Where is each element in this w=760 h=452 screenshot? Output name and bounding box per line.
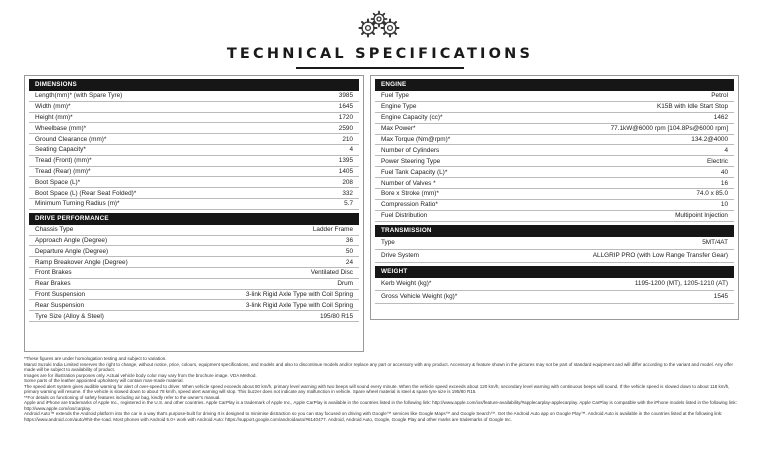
row-value: K15B with Idle Start Stop: [656, 103, 728, 111]
row-value: 2590: [338, 124, 353, 132]
drive-performance-table: [29, 225, 359, 322]
row-value: 36: [345, 236, 353, 244]
row-value: 5.7: [344, 200, 353, 208]
table-row: [29, 134, 359, 145]
row-label: Rear Brakes: [35, 280, 71, 288]
row-label: Front Brakes: [35, 269, 72, 277]
row-value: Electric: [707, 157, 728, 165]
title-underline: [296, 67, 464, 69]
row-value: Ventilated Disc: [310, 269, 353, 277]
row-label: Engine Type: [381, 103, 417, 111]
footnote: **For details on functioning of safety features including air bag, kindly refer to the owner's manual.: [24, 394, 221, 400]
row-label: Ground Clearance (mm)*: [35, 135, 107, 143]
row-value: 1405: [338, 167, 353, 175]
footnote: *These figures are under homologation testing and subject to variation.: [24, 356, 167, 361]
table-row: [29, 188, 359, 199]
table-row: [375, 250, 734, 263]
row-value: 74.0 x 85.0: [696, 190, 728, 198]
table-row: [29, 91, 359, 102]
table-row: [375, 237, 734, 250]
table-row: [375, 135, 734, 146]
row-value: 3985: [338, 92, 353, 100]
table-row: [375, 124, 734, 135]
table-row: [29, 102, 359, 113]
table-row: [375, 91, 734, 102]
table-row: [375, 189, 734, 200]
row-label: Front Suspension: [35, 290, 86, 298]
row-value: 5MT/4AT: [702, 239, 728, 247]
row-label: Ramp Breakover Angle (Degree): [35, 258, 128, 266]
row-value: Petrol: [711, 92, 728, 100]
row-label: Fuel Tank Capacity (L)*: [381, 168, 448, 176]
row-value: 195/80 R15: [319, 312, 353, 320]
table-row: [29, 113, 359, 124]
row-label: Fuel Type: [381, 92, 409, 100]
row-label: Boot Space (L) (Rear Seat Folded)*: [35, 189, 137, 197]
row-label: Rear Suspension: [35, 301, 85, 309]
row-value: 3-link Rigid Axle Type with Coil Spring: [245, 301, 353, 309]
row-value: Ladder Frame: [312, 226, 353, 234]
row-label: Kerb Weight (kg)*: [381, 280, 432, 288]
row-value: 1720: [338, 113, 353, 121]
table-row: [29, 311, 359, 322]
table-row: [375, 178, 734, 189]
row-value: 1645: [338, 103, 353, 111]
row-label: Bore x Stroke (mm)*: [381, 190, 439, 198]
footnote: Apple and iPhone are trademarks of Apple Inc., registered in the U.S. and other countries. Apple CarPlay is a trademark of Apple Inc., Apple CarPlay is available in the countries listed in the following link: http://www.apple.com/ios/feature-availability/#applecarplay-applecarplay. Apple CarPlay is compatible with the iPhone models listed in the following link: http://www.apple.com/ios/carplay.: [24, 400, 737, 411]
table-row: [29, 177, 359, 188]
row-label: Compression Ratio*: [381, 201, 438, 209]
row-value: ALLGRIP PRO (with Low Range Transfer Gear): [592, 252, 728, 260]
footnote: Some parts of the leather appointed upholstery will contain man-made material.: [24, 378, 184, 384]
row-label: Height (mm)*: [35, 113, 73, 121]
table-row: [375, 145, 734, 156]
row-value: 16: [720, 179, 728, 187]
table-row: [375, 211, 734, 222]
table-row: [29, 156, 359, 167]
table-row: [29, 300, 359, 311]
table-row: [375, 278, 734, 291]
row-label: Drive System: [381, 252, 419, 260]
row-label: Tread (Rear) (mm)*: [35, 167, 91, 175]
table-row: [375, 291, 734, 304]
row-label: Chassis Type: [35, 226, 74, 234]
table-row: [375, 156, 734, 167]
row-label: Tyre Size (Alloy & Steel): [35, 312, 104, 320]
footnote: The speed alert system gives audible warning for alert of over-speed to driver. When vehicle speed exceeds about 80 km/h, primary level warning with two beeps will sound every minute. When the vehicle speed exceeds about 120 km/h, secondary level warning with continuous beeps will sound. If the vehicle speed is slowed down to about 118 km/h, primary warning will resume. If the vehicle is slowed down to about 78 km/h, speed alert warning will stop. This buzzer does not indicate any malfunction in vehicle. Spare wheel material is steel & spare tyre size is 195/80 R15.: [24, 383, 730, 395]
dimensions-table: [29, 91, 359, 210]
row-value: 4: [724, 146, 728, 154]
row-label: Departure Angle (Degree): [35, 247, 109, 255]
footnotes: [24, 356, 740, 423]
footnote: Maruti Suzuki India Limited reserves the right to change, without notice, price, colours, equipment specifications, and models and also to discontinue models and/or replace any part or accessory with any product. Accessory & feature shown in the pictures may not be part of standard equipment and will differ according to the variant and model. Any offer made will be subject to availability of product.: [24, 361, 734, 373]
row-label: Approach Angle (Degree): [35, 236, 108, 244]
row-label: Gross Vehicle Weight (kg)*: [381, 293, 458, 301]
row-value: 332: [342, 189, 353, 197]
row-value: 1395: [338, 157, 353, 165]
row-value: 1545: [713, 293, 728, 301]
table-row: [29, 145, 359, 156]
weight-heading: WEIGHT: [375, 266, 734, 278]
row-value: 3-link Rigid Axle Type with Coil Spring: [245, 290, 353, 298]
gear-icon: [372, 12, 387, 27]
row-value: 4: [349, 146, 353, 154]
table-row: [29, 199, 359, 210]
row-value: 50: [345, 247, 353, 255]
gear-icon: [382, 20, 399, 37]
table-row: [375, 102, 734, 113]
dimensions-heading: DIMENSIONS: [29, 79, 359, 91]
row-label: Length(mm)* (with Spare Tyre): [35, 92, 123, 100]
left-spec-panel: [24, 75, 364, 352]
row-label: Max Power*: [381, 125, 416, 133]
row-value: 134.2@4000: [691, 136, 728, 143]
table-row: [375, 200, 734, 211]
table-row: [29, 246, 359, 257]
table-row: [29, 123, 359, 134]
footnote: Android Auto™ extends the Android platform into the car in a way that's purpose-built for driving It is designed to minimise distraction so you can stay focused on driving with Google™ services like Google Maps™ and Google Search™. Get the Android Auto app on Google Play™. Android Auto is available in the countries listed at the following link: https://www.android.com/auto/#hit-the-road. Most phones with Android 5.0+ work with Android Auto: https://support.google.com/androidauto/#6140477. Android, Android Auto, Google, Google Play and other marks are trademarks of Google Inc.: [24, 411, 723, 423]
row-value: Multipoint Injection: [675, 212, 728, 220]
transmission-table: [375, 237, 734, 263]
page-title: TECHNICAL SPECIFICATIONS: [226, 46, 534, 62]
table-row: [29, 167, 359, 178]
table-row: [29, 268, 359, 279]
row-label: Seating Capacity*: [35, 146, 86, 154]
row-label: Fuel Distribution: [381, 212, 428, 220]
row-value: 40: [720, 168, 728, 176]
footnote: Images are for illustration purposes only. Actual vehicle body color may vary from the brochure image. VDA Method.: [24, 372, 257, 378]
row-value: 1195-1200 (MT), 1205-1210 (AT): [634, 280, 728, 288]
row-label: Number of Cylinders: [381, 146, 440, 154]
right-spec-panel: [370, 75, 739, 320]
row-label: Minimum Turning Radius (m)*: [35, 200, 120, 208]
engine-heading: ENGINE: [375, 79, 734, 91]
drive-performance-heading: DRIVE PERFORMANCE: [29, 213, 359, 225]
row-value: 208: [342, 178, 353, 186]
row-label: Width (mm)*: [35, 103, 71, 111]
row-value: Drum: [337, 280, 353, 288]
table-row: [29, 257, 359, 268]
table-row: [29, 279, 359, 290]
table-row: [375, 113, 734, 124]
gear-icon: [360, 20, 377, 37]
row-label: Wheelbase (mm)*: [35, 124, 87, 132]
row-label: Tread (Front) (mm)*: [35, 157, 92, 165]
row-label: Power Steering Type: [381, 157, 441, 165]
row-value: 10: [720, 201, 728, 209]
row-value: 1462: [713, 114, 728, 122]
row-label: Boot Space (L)*: [35, 178, 81, 186]
weight-table: [375, 278, 734, 304]
row-value: 24: [345, 258, 353, 266]
table-row: [29, 290, 359, 301]
engine-table: [375, 91, 734, 222]
row-label: Number of Valves *: [381, 179, 436, 187]
gear-icons: [358, 10, 400, 40]
row-label: Max Torque (Nm@rpm)*: [381, 136, 451, 143]
table-row: [29, 236, 359, 247]
table-row: [375, 167, 734, 178]
table-row: [29, 225, 359, 236]
transmission-heading: TRANSMISSION: [375, 225, 734, 237]
row-value: 77.1kW@6000 rpm [104.8Ps@6000 rpm]: [610, 125, 728, 133]
row-label: Type: [381, 239, 395, 247]
row-value: 210: [342, 135, 353, 143]
row-label: Engine Capacity (cc)*: [381, 114, 443, 122]
